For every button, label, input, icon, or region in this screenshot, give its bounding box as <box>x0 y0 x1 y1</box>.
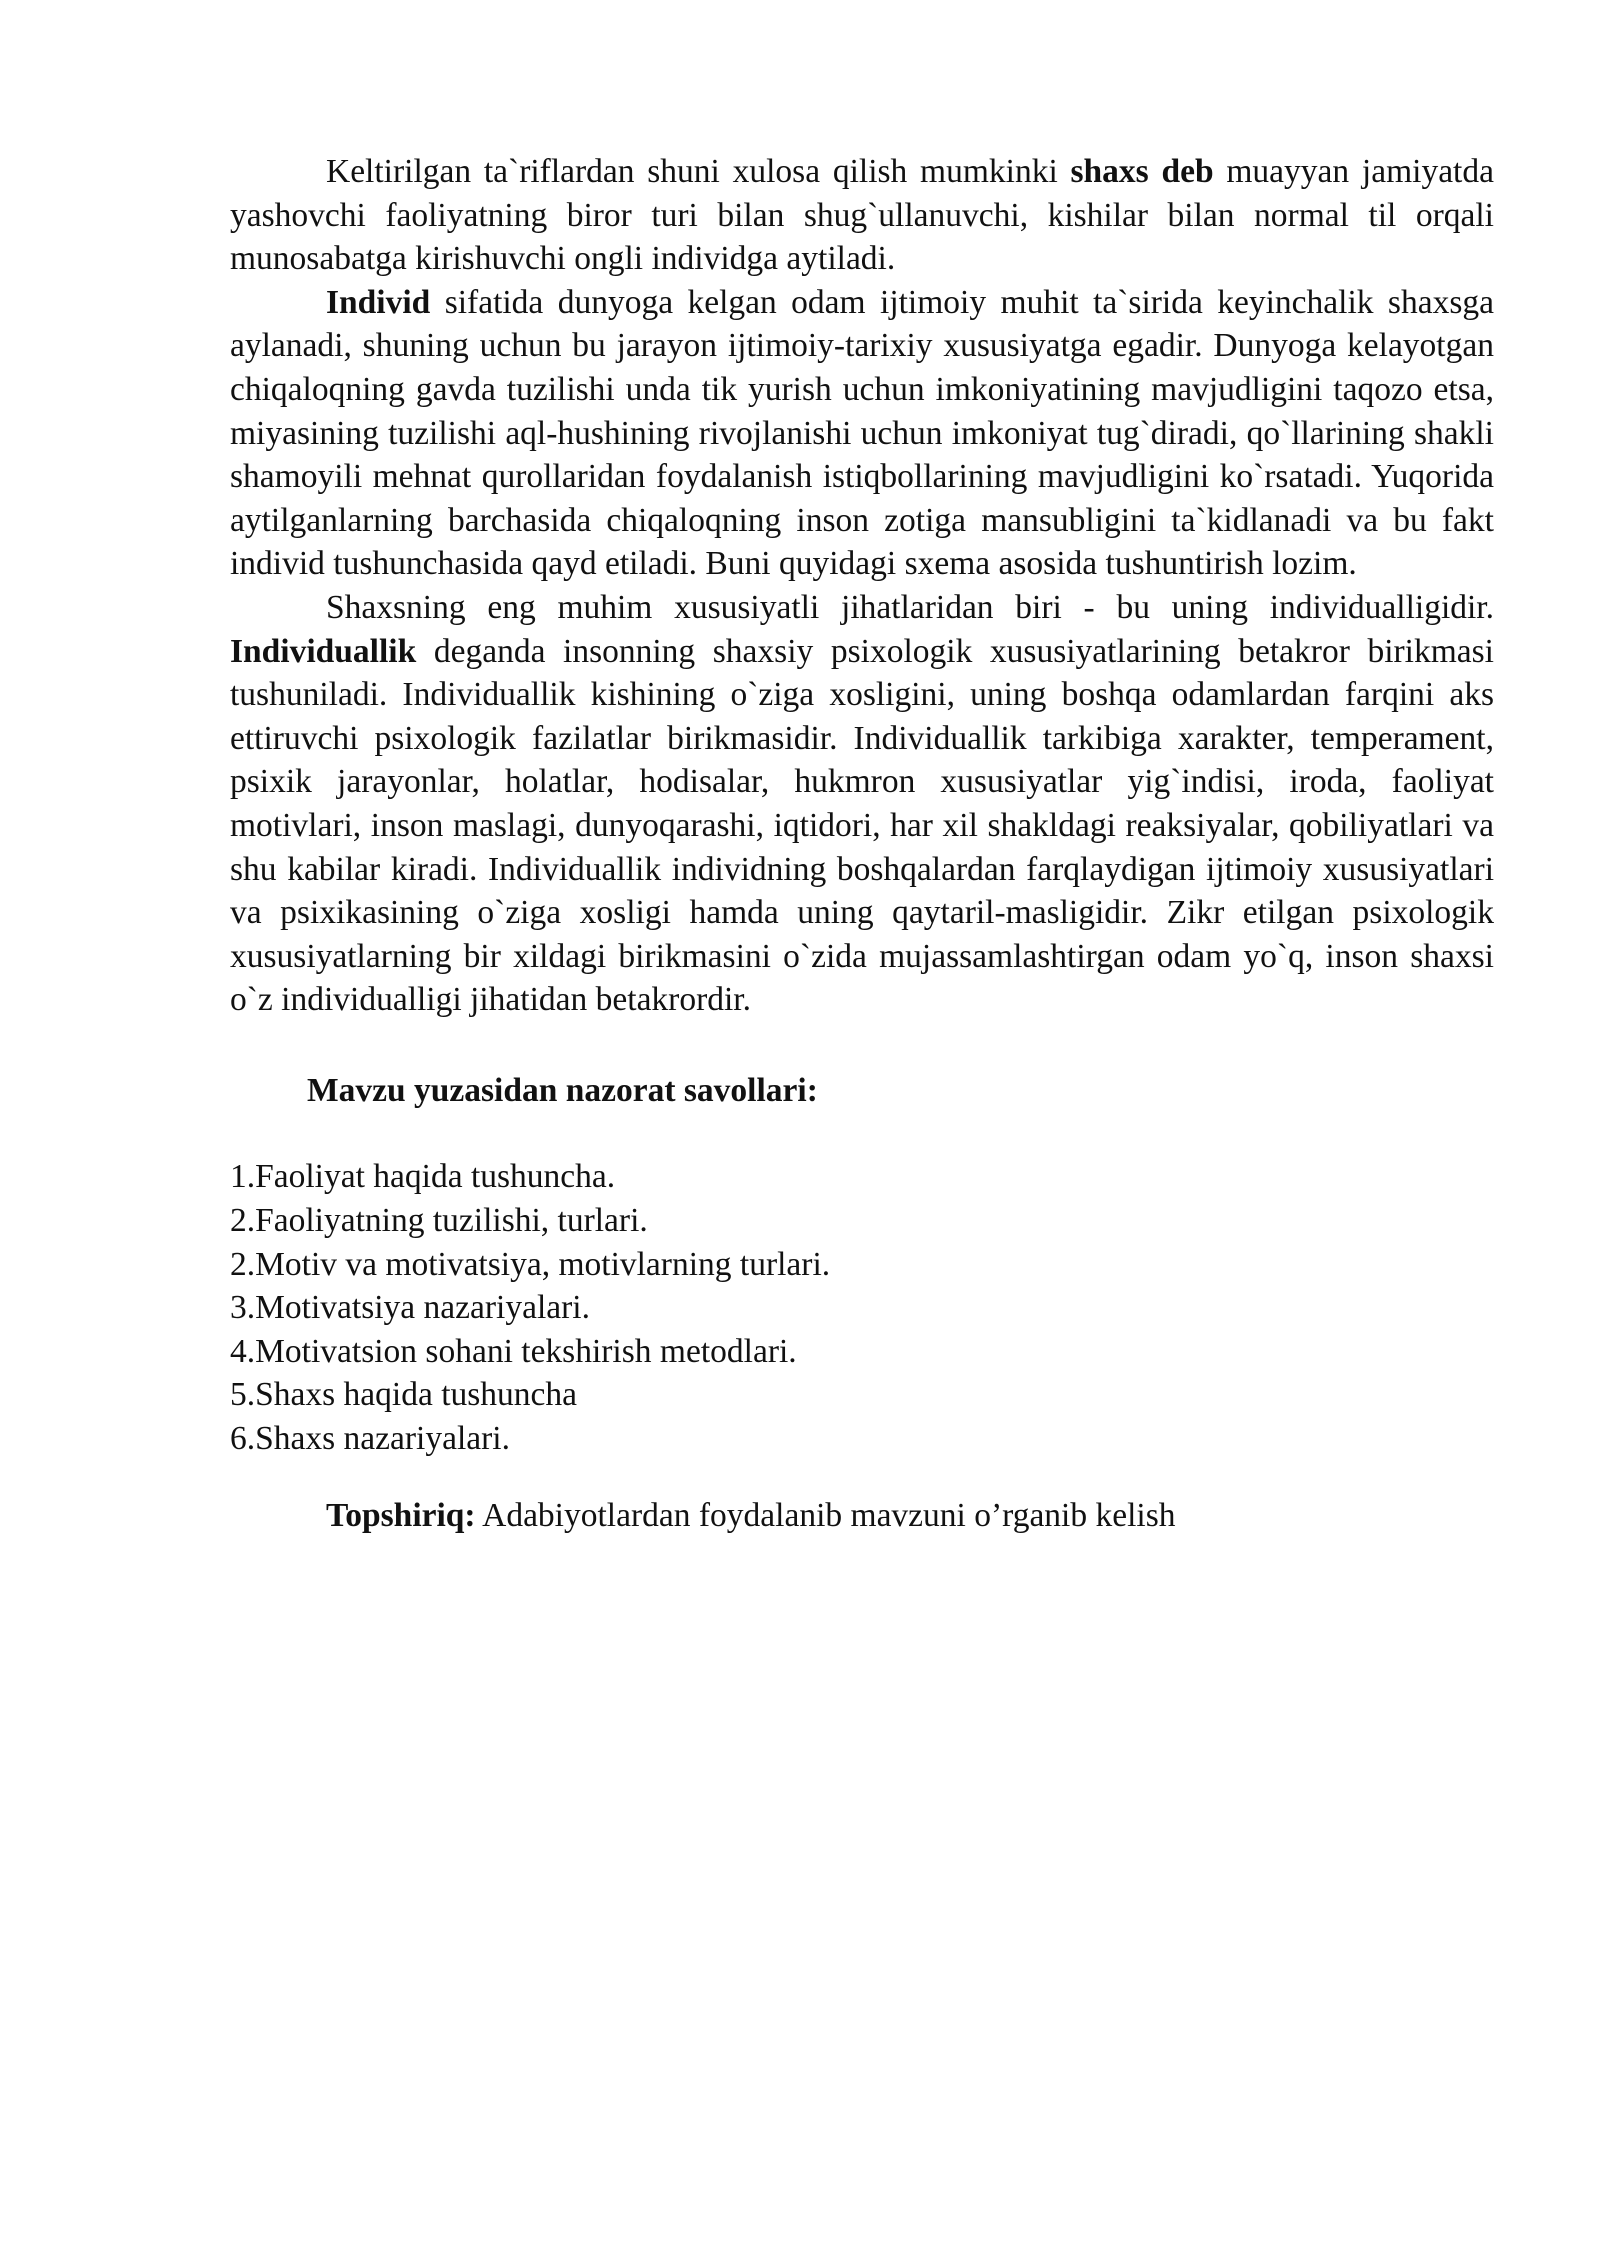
paragraph-individ <box>230 281 1494 586</box>
list-item: 1.Faoliyat haqida tushuncha. <box>230 1158 616 1196</box>
bold-term-individ: Individ <box>326 283 431 321</box>
list-item: 6.Shaxs nazariyalari. <box>230 1420 510 1458</box>
task-label: Topshiriq: <box>326 1496 476 1534</box>
list-item: 4.Motivatsion sohani tekshirish metodlari. <box>230 1332 797 1370</box>
paragraph-text: Keltirilgan ta`riflardan shuni xulosa qilish mumkinki <box>326 153 1071 190</box>
paragraph-text: deganda insonning shaxsiy psixologik xususiyatlarining betakror birikmasi tushuniladi. Individuallik kishining o`ziga xosligini, uning boshqa odamlardan farqini aks ettiruvchi psixologik fazilatlar birikmasidir. Individuallik tarkibiga xarakter, temperament, psixik jarayonlar, holatlar, hodisalar, hukmron xususiyatlar yig`indisi, iroda, faoliyat motivlari, inson maslagi, dunyoqarashi, iqtidori, har xil shakldagi reaksiyalar, qobiliyatlari va shu kabilar kiradi. Individuallik individning boshqalardan farqlaydigan ijtimoiy xususiyatlari va psixikasining o`ziga xosligi hamda uning qaytaril-masligidir. Zikr etilgan psixologik xususiyatlarning bir xildagi birikmasini o`zida mujassamlashtirgan odam yo`q, inson shaxsi o`z individualligi jihatidan betakrordir. <box>230 632 1494 1019</box>
paragraph-individuallik <box>230 586 1494 1022</box>
task-line <box>230 1494 1494 1538</box>
paragraph-text: muayyan jamiyatda yashovchi faoliyatning biror turi bilan shug`ullanuvchi, kishilar bilan normal til orqali munosabatga kirishuvchi ongli individga aytiladi. <box>230 153 1494 278</box>
questions-list <box>230 1155 1494 1460</box>
task-text: Adabiyotlardan foydalanib mavzuni o’rganib kelish <box>475 1496 1176 1534</box>
paragraph-shaxs-definition <box>230 150 1494 281</box>
page-content <box>230 150 1494 1537</box>
list-item: 5.Shaxs haqida tushuncha <box>230 1376 578 1414</box>
list-item: 3.Motivatsiya nazariyalari. <box>230 1289 590 1327</box>
bold-term-individuallik: Individuallik <box>230 632 417 670</box>
section-heading: Mavzu yuzasidan nazorat savollari: <box>307 1071 818 1109</box>
paragraph-text: sifatida dunyoga kelgan odam ijtimoiy muhit ta`sirida keyinchalik shaxsga aylanadi, shuning uchun bu jarayon ijtimoiy-tarixiy xususiyatga egadir. Dunyoga kelayotgan chiqaloqning gavda tuzilishi unda tik yurish uchun imkoniyatining mavjudligini taqozo etsa, miyasining tuzilishi aql-hushining rivojlanishi uchun imkoniyat tug`diradi, qo`llarining shakli shamoyili mehnat qurollaridan foydalanish istiqbollarining mavjudligini ko`rsatadi. Yuqorida aytilganlarning barchasida chiqaloqning inson zotiga mansubligini ta`kidlanadi va bu fakt individ tushunchasida qayd etiladi. Buni quyidagi sxema asosida tushuntirish lozim. <box>230 283 1494 583</box>
bold-term-shaxs-deb: shaxs deb <box>1070 153 1214 190</box>
list-item: 2.Motiv va motivatsiya, motivlarning turlari. <box>230 1245 831 1283</box>
list-item: 2.Faoliyatning tuzilishi, turlari. <box>230 1202 648 1240</box>
paragraph-text: Shaxsning eng muhim xususiyatli jihatlaridan biri - bu uning individualligidir. <box>326 588 1494 626</box>
